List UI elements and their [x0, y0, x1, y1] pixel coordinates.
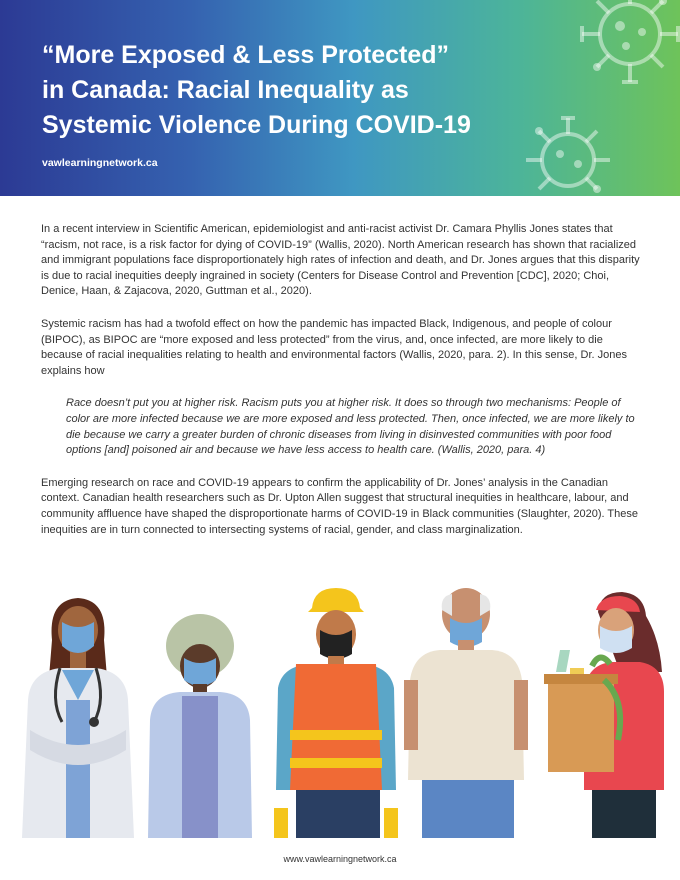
doctor-figure	[22, 598, 134, 838]
virus-icon	[560, 0, 680, 112]
title-line: “More Exposed & Less Protected”	[42, 41, 450, 69]
article-body	[41, 222, 641, 555]
delivery-worker-figure	[544, 592, 664, 838]
title-line: Systemic Violence During COVID-19	[42, 111, 471, 139]
paragraph: Systemic racism has had a twofold effect on how the pandemic has impacted Black, Indigenous, and people of colour (BIPOC), as BIPOC are “more exposed and less protected” from the virus, and, once infected, are more likely to die because of racial inequalities relating to health and environmental factors (Wallis, 2020, para. 2). In this sense, Dr. Jones explains how	[41, 317, 627, 377]
block-quote: Race doesn’t put you at higher risk. Racism puts you at higher risk. It does so through two mechanisms: People of color are more infected because we are more exposed and less protected. Then, once infected, we are more likely to die because we carry a greater burden of chronic diseases from living in disinvested communities with poor food options [and] poisoned air and because we have less access to health care. (Wallis, 2020, para. 4)	[66, 397, 635, 457]
paragraph: In a recent interview in Scientific American, epidemiologist and anti-racist activist Dr. Camara Phyllis Jones states that “racism, not race, is a risk factor for dying of COVID-19” (Wallis, 2020). North American research has shown that racialized and immigrant populations face disproportionately high rates of infection and death, and Dr. Jones argues that this disparity is due to racial inequities deeply ingrained in society (Centers for Disease Control and Prevention [CDC], 2020; Choi, Denice, Haan, & Zajacova, 2020, Guttman et al., 2020).	[41, 223, 640, 298]
header-banner	[0, 0, 680, 196]
elderly-man-figure	[404, 588, 528, 838]
page-title	[42, 38, 562, 143]
site-url: vawlearningnetwork.ca	[42, 157, 158, 169]
paragraph: Emerging research on race and COVID-19 appears to confirm the applicability of Dr. Jones’ analysis in the Canadian context. Canadian health researchers such as Dr. Upton Allen suggest that structural inequities in healthcare, labour, and community affluence have shaped the disproportionate harms of COVID-19 in Black communities (Slaughter, 2020). These inequities are in turn connected to intersecting systems of racial, gender, and class marginalization.	[41, 476, 638, 536]
virus-icon	[510, 108, 630, 196]
footer-url: www.vawlearningnetwork.ca	[283, 854, 397, 864]
people-illustration	[0, 585, 680, 847]
elderly-woman-figure	[148, 614, 252, 838]
construction-worker-figure	[274, 588, 398, 838]
title-line: in Canada: Racial Inequality as	[42, 76, 409, 104]
